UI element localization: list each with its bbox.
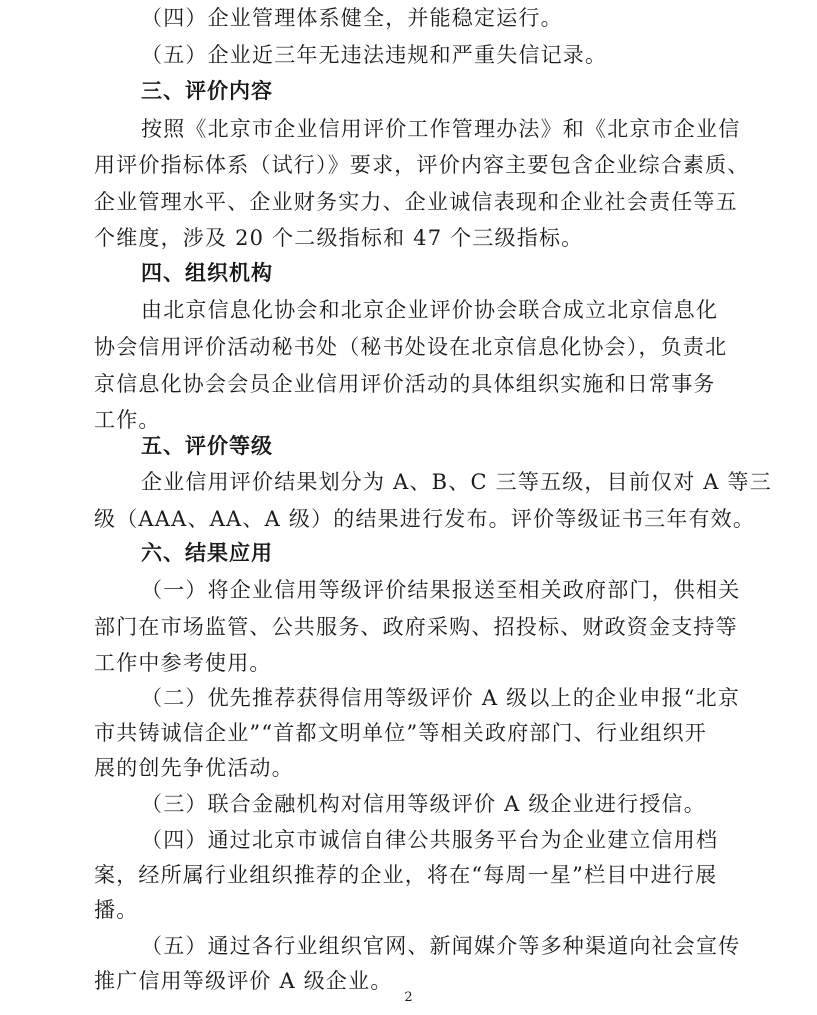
evaluation-content-line-4: 个维度，涉及 20 个二级指标和 47 个三级指标。: [94, 226, 584, 250]
section-heading-organization: 四、组织机构: [141, 261, 273, 285]
application-4-line-3: 播。: [94, 898, 139, 922]
application-4-line-2: 案，经所属行业组织推荐的企业，将在“每周一星”栏目中进行展: [94, 863, 718, 887]
application-5-line-2: 推广信用等级评价 A 级企业。: [94, 969, 393, 993]
application-2-line-1: （二）优先推荐获得信用等级评价 A 级以上的企业申报“北京: [141, 686, 741, 710]
criterion-5-line-1: （五）企业近三年无违法违规和严重失信记录。: [141, 43, 608, 67]
application-2-line-2: 市共铸诚信企业”“首都文明单位”等相关政府部门、行业组织开: [94, 721, 708, 745]
organization-line-1: 由北京信息化协会和北京企业评价协会联合成立北京信息化: [141, 298, 719, 322]
application-5-line-1: （五）通过各行业组织官网、新闻媒介等多种渠道向社会宣传: [141, 934, 741, 958]
section-heading-evaluation-content: 三、评价内容: [141, 79, 273, 103]
section-heading-result-application: 六、结果应用: [141, 541, 273, 565]
application-1-line-1: （一）将企业信用等级评价结果报送至相关政府部门，供相关: [141, 578, 741, 602]
application-1-line-3: 工作中参考使用。: [94, 651, 272, 675]
rating-levels-line-1: 企业信用评价结果划分为 A、B、C 三等五级，目前仅对 A 等三: [141, 470, 772, 494]
evaluation-content-line-2: 用评价指标体系（试行）》要求，评价内容主要包含企业综合素质、: [94, 153, 750, 177]
section-heading-rating-levels: 五、评价等级: [141, 434, 273, 458]
rating-levels-line-2: 级（AAA、AA、A 级）的结果进行发布。评价等级证书三年有效。: [94, 507, 756, 531]
application-4-line-1: （四）通过北京市诚信自律公共服务平台为企业建立信用档: [141, 828, 719, 852]
organization-line-4: 工作。: [94, 408, 161, 432]
application-3-line-1: （三）联合金融机构对信用等级评价 A 级企业进行授信。: [141, 792, 706, 816]
organization-line-3: 京信息化协会会员企业信用评价活动的具体组织实施和日常事务: [94, 372, 716, 396]
page-number: 2: [404, 990, 413, 1005]
evaluation-content-line-3: 企业管理水平、企业财务实力、企业诚信表现和企业社会责任等五: [94, 190, 738, 214]
application-2-line-3: 展的创先争优活动。: [94, 756, 294, 780]
application-1-line-2: 部门在市场监管、公共服务、政府采购、招投标、财政资金支持等: [94, 615, 738, 639]
organization-line-2: 协会信用评价活动秘书处（秘书处设在北京信息化协会），负责北: [94, 335, 728, 359]
criterion-4-line-1: （四）企业管理体系健全，并能稳定运行。: [141, 6, 563, 30]
evaluation-content-line-1: 按照《北京市企业信用评价工作管理办法》和《北京市企业信: [141, 117, 741, 141]
